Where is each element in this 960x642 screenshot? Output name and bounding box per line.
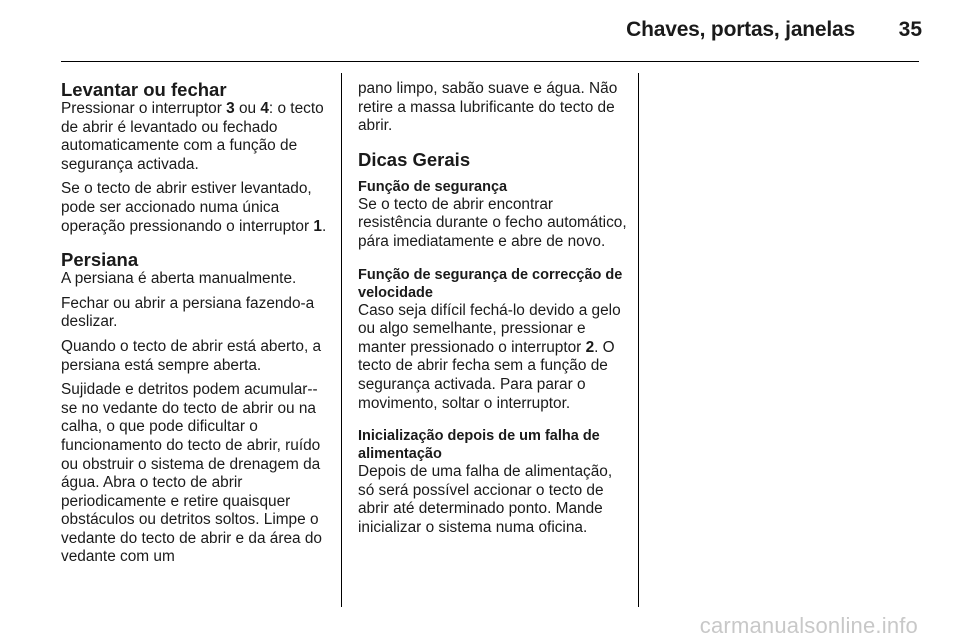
paragraph: Caso seja difícil fechá-lo devido a gelo ou algo semelhante, pressionar e manter pressionado o interruptor 2. O tecto de abrir fecha sem a função de segurança activada. Para parar o movimento, soltar o interruptor. [358,301,621,412]
column-middle [358,80,630,544]
paragraph: pano limpo, sabão suave e água. Não retire a massa lubrificante do tecto de abrir. [358,80,618,135]
section-heading-levantar: Levantar ou fechar [61,79,227,100]
column-divider-1 [341,73,342,607]
page-header-title: Chaves, portas, janelas [626,18,855,41]
column-divider-2 [638,73,639,607]
paragraph: Se o tecto de abrir estiver levantado, pode ser accionado numa única operação pressionando o interruptor 1. [61,180,327,235]
subheading-seguranca: Função de segurança [358,178,508,195]
paragraph: Depois de uma falha de alimentação, só será possível accionar o tecto de abrir até determinado ponto. Mande inicializar o sistema numa oficina. [358,463,613,536]
paragraph: A persiana é aberta manualmente. [61,270,297,288]
paragraph: Fechar ou abrir a persiana fazendo-a deslizar. [61,294,315,331]
column-left [61,80,331,573]
subheading-correccao: Função de segurança de correcção de velocidade [358,266,623,301]
paragraph: Quando o tecto de abrir está aberto, a persiana está sempre aberta. [61,337,322,374]
section-heading-persiana: Persiana [61,249,139,271]
watermark: carmanualsonline.info [699,613,918,638]
header-rule [61,61,919,62]
section-heading-dicas: Dicas Gerais [358,148,471,170]
paragraph: Se o tecto de abrir encontrar resistência durante o fecho automático, pára imediatamente e abre de novo. [358,195,627,250]
paragraph: Pressionar o interruptor 3 ou 4: o tecto de abrir é levantado ou fechado automaticamente com a função de segurança activada. [61,100,324,173]
subheading-inicializacao: Inicialização depois de um falha de alimentação [358,428,600,463]
paragraph: Sujidade e detritos podem acumular--se no vedante do tecto de abrir ou na calha, o que pode dificultar o funcionamento do tecto de abrir, ruído ou obstruir o sistema de drenagem da água. Abra o tecto de abrir periodicamente e retire quaisquer obstáculos ou detritos soltos. Limpe o vedante do tecto de abrir e da área do vedante com um [61,381,322,566]
page-number: 35 [898,18,922,41]
